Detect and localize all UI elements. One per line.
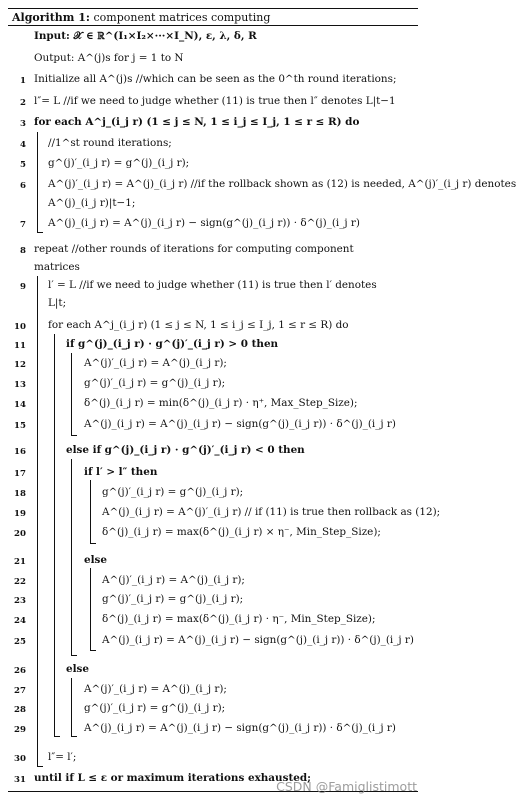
line-text: until if L ≤ ε or maximum iterations exhausted; xyxy=(34,772,311,784)
line-number: 26 xyxy=(14,666,26,676)
line-number: 5 xyxy=(20,160,26,170)
line-number: 7 xyxy=(20,220,26,230)
line-text: A^(j)_(i_j r)|t−1; xyxy=(48,197,136,209)
line-number: 9 xyxy=(20,282,26,292)
line-text: Input: 𝒳 ∈ ℝ^(I₁×I₂×···×I_N), ε, λ, δ, R xyxy=(34,30,257,42)
line-number: 29 xyxy=(14,725,26,735)
line-text: g^(j)′_(i_j r) = g^(j)_(i_j r); xyxy=(102,486,244,498)
line-text: //1^st round iterations; xyxy=(48,137,172,149)
line-text: A^(j)_(i_j r) = A^(j)_(i_j r) − sign(g^(j)_(i_j r)) · δ^(j)_(i_j r) xyxy=(84,418,396,430)
line-number: 18 xyxy=(14,489,26,499)
line-text: else xyxy=(66,663,90,675)
line-number: 17 xyxy=(14,469,26,479)
caption-rule xyxy=(8,25,418,26)
line-number: 2 xyxy=(20,98,26,108)
line-number: 12 xyxy=(14,360,26,370)
line-text: else xyxy=(84,554,108,566)
line-text: A^(j)′_(i_j r) = A^(j)_(i_j r); xyxy=(84,357,227,369)
line-number: 19 xyxy=(14,509,26,519)
line-number: 4 xyxy=(20,140,26,150)
line-number: 28 xyxy=(14,705,26,715)
line-text: for each A^j_(i_j r) (1 ≤ j ≤ N, 1 ≤ i_j ≤ I_j, 1 ≤ r ≤ R) do xyxy=(34,116,360,128)
block-bar xyxy=(90,480,96,544)
line-text: A^(j)′_(i_j r) = A^(j)_(i_j r) //if the rollback shown as (12) is needed, A^(j)′_(i_j r) denotes xyxy=(48,178,516,190)
line-number: 15 xyxy=(14,421,26,431)
top-rule xyxy=(8,8,418,9)
line-text: l″= l′; xyxy=(48,751,77,763)
line-text: δ^(j)_(i_j r) = max(δ^(j)_(i_j r) × η⁻, Min_Step_Size); xyxy=(102,526,381,538)
line-text: Output: A^(j)s for j = 1 to N xyxy=(34,52,184,64)
line-text: matrices xyxy=(34,261,80,273)
block-bar xyxy=(71,678,77,737)
line-text: A^(j)_(i_j r) = A^(j)_(i_j r) − sign(g^(j)_(i_j r)) · δ^(j)_(i_j r) xyxy=(48,217,360,229)
caption-label: Algorithm 1: xyxy=(12,11,90,24)
line-number: 16 xyxy=(14,447,26,457)
line-number: 25 xyxy=(14,637,26,647)
line-number: 11 xyxy=(14,341,26,351)
line-number: 22 xyxy=(14,577,26,587)
line-text: L|t; xyxy=(48,297,67,309)
line-text: repeat //other rounds of iterations for computing component xyxy=(34,243,354,255)
line-number: 23 xyxy=(14,596,26,606)
algorithm-caption xyxy=(12,11,270,24)
line-text: if l′ > l″ then xyxy=(84,466,158,478)
block-bar xyxy=(90,568,96,651)
line-number: 24 xyxy=(14,616,26,626)
line-text: g^(j)′_(i_j r) = g^(j)_(i_j r); xyxy=(102,593,244,605)
block-bar xyxy=(54,334,60,737)
line-number: 21 xyxy=(14,557,26,567)
line-number: 10 xyxy=(14,322,26,332)
line-text: A^(j)_(i_j r) = A^(j)_(i_j r) − sign(g^(j)_(i_j r)) · δ^(j)_(i_j r) xyxy=(84,722,396,734)
line-number: 3 xyxy=(20,119,26,129)
line-number: 27 xyxy=(14,686,26,696)
line-text: δ^(j)_(i_j r) = min(δ^(j)_(i_j r) · η⁺, Max_Step_Size); xyxy=(84,397,358,409)
block-bar xyxy=(37,276,43,767)
line-text: else if g^(j)_(i_j r) · g^(j)′_(i_j r) < 0 then xyxy=(66,444,305,456)
line-text: A^(j)′_(i_j r) = A^(j)_(i_j r); xyxy=(102,574,245,586)
line-text: if g^(j)_(i_j r) · g^(j)′_(i_j r) > 0 then xyxy=(66,338,279,350)
line-text: δ^(j)_(i_j r) = max(δ^(j)_(i_j r) · η⁻, Min_Step_Size); xyxy=(102,613,376,625)
line-text: for each A^j_(i_j r) (1 ≤ j ≤ N, 1 ≤ i_j ≤ I_j, 1 ≤ r ≤ R) do xyxy=(48,319,349,331)
line-text: Initialize all A^(j)s //which can be seen as the 0^th round iterations; xyxy=(34,73,397,85)
algorithm-box xyxy=(8,8,516,794)
line-text: A^(j)_(i_j r) = A^(j)_(i_j r) − sign(g^(j)_(i_j r)) · δ^(j)_(i_j r) xyxy=(102,634,414,646)
block-bar xyxy=(71,459,77,656)
block-bar xyxy=(71,353,77,436)
line-text: g^(j)′_(i_j r) = g^(j)_(i_j r); xyxy=(84,377,226,389)
line-number: 13 xyxy=(14,380,26,390)
line-number: 31 xyxy=(14,775,26,785)
line-number: 20 xyxy=(14,529,26,539)
line-number: 8 xyxy=(20,246,26,256)
line-text: g^(j)′_(i_j r) = g^(j)_(i_j r); xyxy=(48,157,190,169)
line-number: 1 xyxy=(20,76,26,86)
line-text: l′ = L //if we need to judge whether (11) is true then l′ denotes xyxy=(48,279,377,291)
line-text: A^(j)′_(i_j r) = A^(j)_(i_j r); xyxy=(84,683,227,695)
line-text: A^(j)_(i_j r) = A^(j)′_(i_j r) // if (11) is true then rollback as (12); xyxy=(102,506,441,518)
line-number: 6 xyxy=(20,181,26,191)
watermark-text: CSDN @Famiglistimott xyxy=(276,779,417,794)
block-bar xyxy=(37,132,43,233)
line-number: 14 xyxy=(14,400,26,410)
line-text: g^(j)′_(i_j r) = g^(j)_(i_j r); xyxy=(84,702,226,714)
line-number: 30 xyxy=(14,754,26,764)
caption-title: component matrices computing xyxy=(93,11,271,24)
line-text: l″= L //if we need to judge whether (11) is true then l″ denotes L|t−1 xyxy=(34,95,396,107)
